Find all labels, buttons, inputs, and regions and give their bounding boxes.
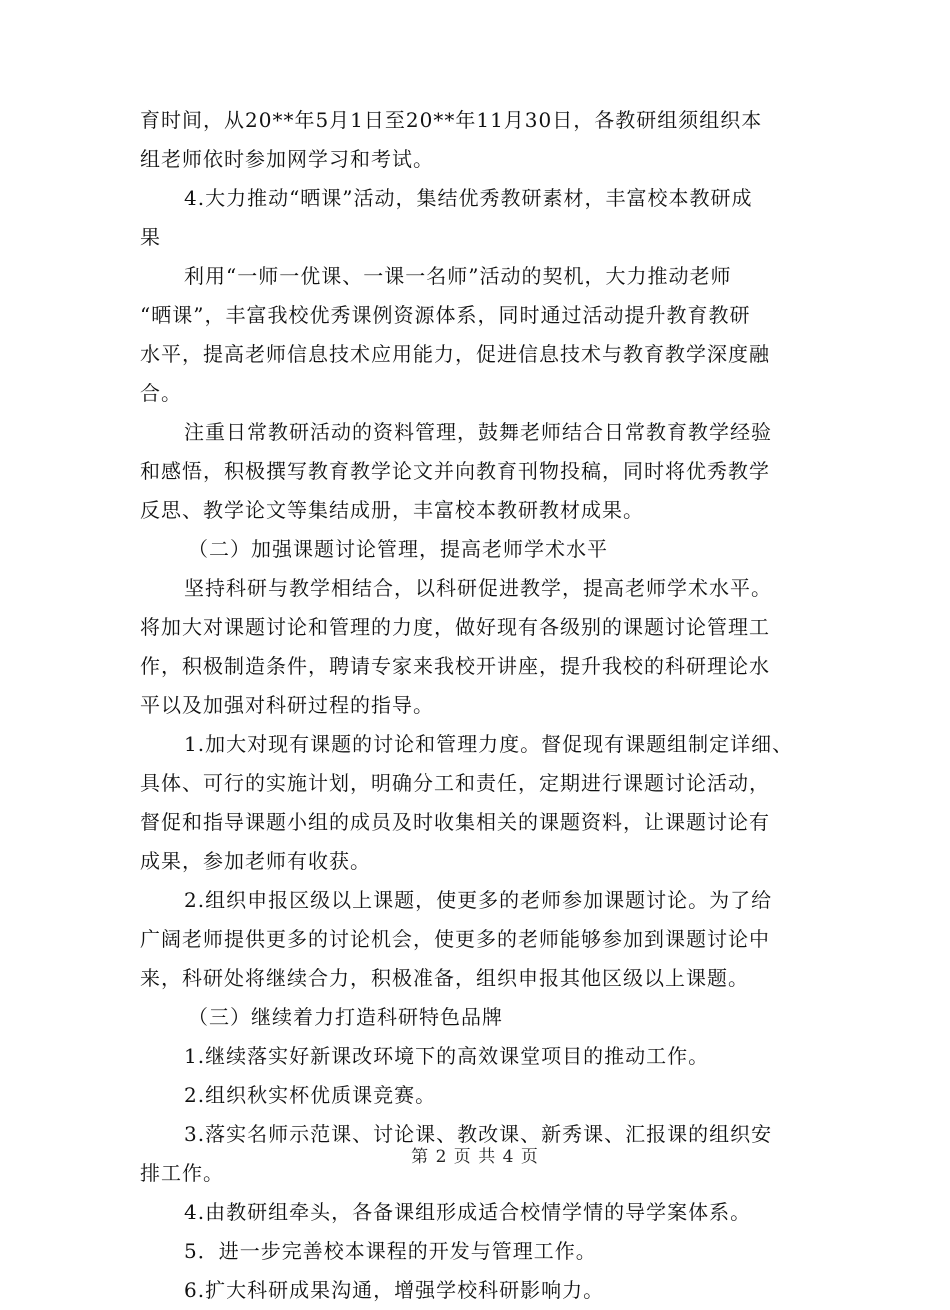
paragraph-line: 反思、教学论文等集结成册，丰富校本教研教材成果。 [140, 498, 644, 522]
paragraph-line: 果 [140, 225, 161, 249]
paragraph-line: 具体、可行的实施计划，明确分工和责任，定期进行课题讨论活动， [140, 771, 770, 795]
paragraph-line: 和感悟，积极撰写教育教学论文并向教育刊物投稿，同时将优秀教学 [140, 459, 770, 483]
paragraph-line: 5．进一步完善校本课程的开发与管理工作。 [184, 1239, 597, 1263]
paragraph-line: 来，科研处将继续合力，积极准备，组织申报其他区级以上课题。 [140, 966, 749, 990]
paragraph-line: 2.组织申报区级以上课题，使更多的老师参加课题讨论。为了给 [184, 888, 773, 912]
paragraph-line: 合。 [140, 381, 182, 405]
section-heading: （二）加强课题讨论管理，提高老师学术水平 [188, 537, 608, 561]
paragraph-line: 广阔老师提供更多的讨论机会，使更多的老师能够参加到课题讨论中 [140, 927, 770, 951]
paragraph-line: 组老师依时参加网学习和考试。 [140, 147, 434, 171]
paragraph-line: 水平，提高老师信息技术应用能力，促进信息技术与教育教学深度融 [140, 342, 770, 366]
paragraph-line: 作，积极制造条件，聘请专家来我校开讲座，提升我校的科研理论水 [140, 654, 770, 678]
paragraph-line: 育时间，从20**年5月1日至20**年11月30日，各教研组须组织本 [140, 108, 763, 132]
paragraph-line: 将加大对课题讨论和管理的力度，做好现有各级别的课题讨论管理工 [140, 615, 770, 639]
paragraph-line: 6.扩大科研成果沟通，增强学校科研影响力。 [184, 1278, 605, 1302]
document-body [140, 101, 820, 1310]
paragraph-line: “晒课”，丰富我校优秀课例资源体系，同时通过活动提升教育教研 [140, 303, 751, 327]
paragraph-line: 1.加大对现有课题的讨论和管理力度。督促现有课题组制定详细、 [184, 732, 794, 756]
paragraph-line: 坚持科研与教学相结合，以科研促进教学，提高老师学术水平。 [184, 576, 772, 600]
paragraph-line: 平以及加强对科研过程的指导。 [140, 693, 434, 717]
paragraph-line: 利用“一师一优课、一课一名师”活动的契机，大力推动老师 [184, 264, 732, 288]
section-heading: （三）继续着力打造科研特色品牌 [188, 1005, 503, 1029]
paragraph-line: 成果，参加老师有收获。 [140, 849, 371, 873]
paragraph-line: 2.组织秋实杯优质课竞赛。 [184, 1083, 437, 1107]
paragraph-line: 注重日常教研活动的资料管理，鼓舞老师结合日常教育教学经验 [184, 420, 772, 444]
paragraph-line: 4.大力推动“晒课”活动，集结优秀教研素材，丰富校本教研成 [184, 186, 753, 210]
paragraph-line: 1.继续落实好新课改环境下的高效课堂项目的推动工作。 [184, 1044, 710, 1068]
page-footer [0, 1142, 950, 1167]
paragraph-line: 4.由教研组牵头，各备课组形成适合校情学情的导学案体系。 [184, 1200, 752, 1224]
page-number-label: 第 2 页 共 4 页 [411, 1147, 539, 1167]
paragraph-line: 3.落实名师示范课、讨论课、教改课、新秀课、汇报课的组织安 [184, 1122, 773, 1146]
paragraph-line: 督促和指导课题小组的成员及时收集相关的课题资料，让课题讨论有 [140, 810, 770, 834]
paragraph-line: 排工作。 [140, 1161, 224, 1185]
